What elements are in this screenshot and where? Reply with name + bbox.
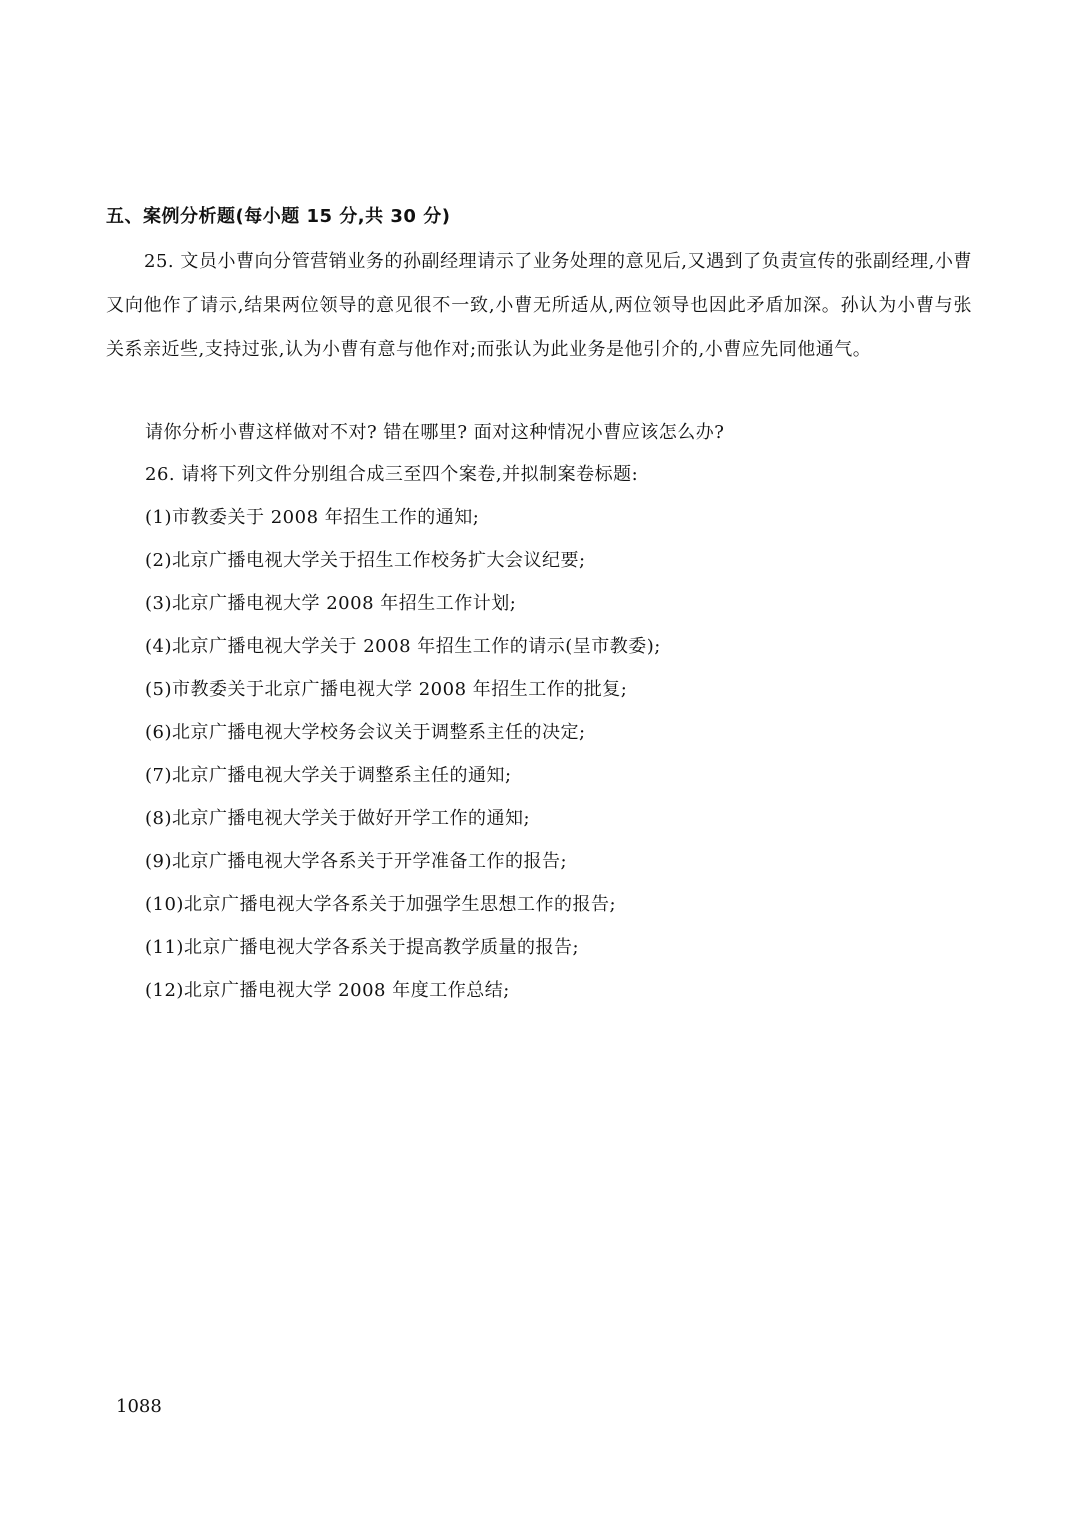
document-list-item-9: (9)北京广播电视大学各系关于开学准备工作的报告;: [145, 851, 568, 872]
document-list-item-2: (2)北京广播电视大学关于招生工作校务扩大会议纪要;: [145, 550, 586, 571]
question-25-paragraph: [106, 240, 972, 372]
question-25-prompt: 请你分析小曹这样做对不对? 错在哪里? 面对这种情况小曹应该怎么办?: [145, 422, 725, 443]
document-list-item-6: (6)北京广播电视大学校务会议关于调整系主任的决定;: [145, 722, 586, 743]
document-list-item-5: (5)市教委关于北京广播电视大学 2008 年招生工作的批复;: [145, 679, 628, 700]
question-26-text: 26. 请将下列文件分别组合成三至四个案卷,并拟制案卷标题:: [145, 464, 639, 485]
section-heading: 五、案例分析题(每小题 15 分,共 30 分): [106, 206, 451, 227]
document-list-item-7: (7)北京广播电视大学关于调整系主任的通知;: [145, 765, 512, 786]
document-list-item-12: (12)北京广播电视大学 2008 年度工作总结;: [145, 980, 510, 1001]
document-list-item-10: (10)北京广播电视大学各系关于加强学生思想工作的报告;: [145, 894, 617, 915]
page-number: 1088: [116, 1396, 162, 1417]
question-25-text: 25. 文员小曹向分管营销业务的孙副经理请示了业务处理的意见后,又遇到了负责宣传的张副经理,小曹又向他作了请示,结果两位领导的意见很不一致,小曹无所适从,两位领导也因此矛盾加深。孙认为小曹与张关系亲近些,支持过张,认为小曹有意与他作对;而张认为此业务是他引介的,小曹应先同他通气。: [106, 251, 972, 360]
document-list-item-4: (4)北京广播电视大学关于 2008 年招生工作的请示(呈市教委);: [145, 636, 661, 657]
document-list-item-3: (3)北京广播电视大学 2008 年招生工作计划;: [145, 593, 517, 614]
document-list-item-1: (1)市教委关于 2008 年招生工作的通知;: [145, 507, 480, 528]
document-list-item-11: (11)北京广播电视大学各系关于提高教学质量的报告;: [145, 937, 580, 958]
document-list-item-8: (8)北京广播电视大学关于做好开学工作的通知;: [145, 808, 531, 829]
